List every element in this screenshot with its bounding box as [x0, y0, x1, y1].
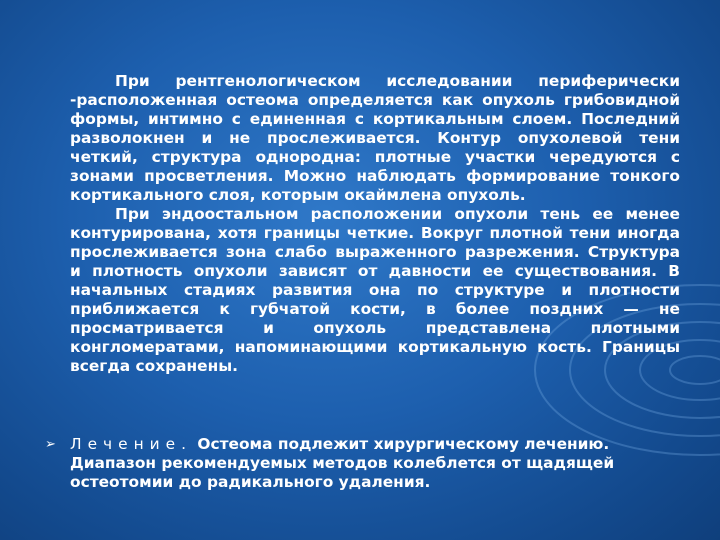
- paragraph-endosteal: При эндоостальном расположении опухоли тень ее менее контурирована, хотя границы четкие. Вокруг плотной тени иногда прослеживается зона слабо выраженного разрежения. Структура и плотность опухоли зависят от давности ее существования. В начальных стадиях развития она по структуре и плотности приближается к губчатой кости, в более поздних — не просматривается и опухоль представлена плотными конгломератами, напоминающими кортикальную кость. Границы всегда сохранены.: [70, 205, 680, 375]
- treatment-description: Остеома подлежит хирургическому лечению. Диапазон рекомендуемых методов колеблется от щадящей остеотомии до радикального удаления.: [70, 435, 615, 491]
- arrow-bullet-icon: ➢: [45, 437, 56, 452]
- main-text-block: [70, 72, 680, 376]
- bullet-treatment: [45, 435, 685, 492]
- bullet-treatment-text: [70, 435, 685, 492]
- treatment-heading: Лечение.: [70, 435, 193, 453]
- paragraph-radiology: При рентгенологическом исследовании периферически -расположенная остеома определяется как опухоль грибовидной формы, интимно с единенная с кортикальным слоем. Последний разволокнен и не прослеживается. Контур опухолевой тени четкий, структура однородна: плотные участки чередуются с зонами просветления. Можно наблюдать формирование тонкого кортикального слоя, которым окаймлена опухоль.: [70, 72, 680, 204]
